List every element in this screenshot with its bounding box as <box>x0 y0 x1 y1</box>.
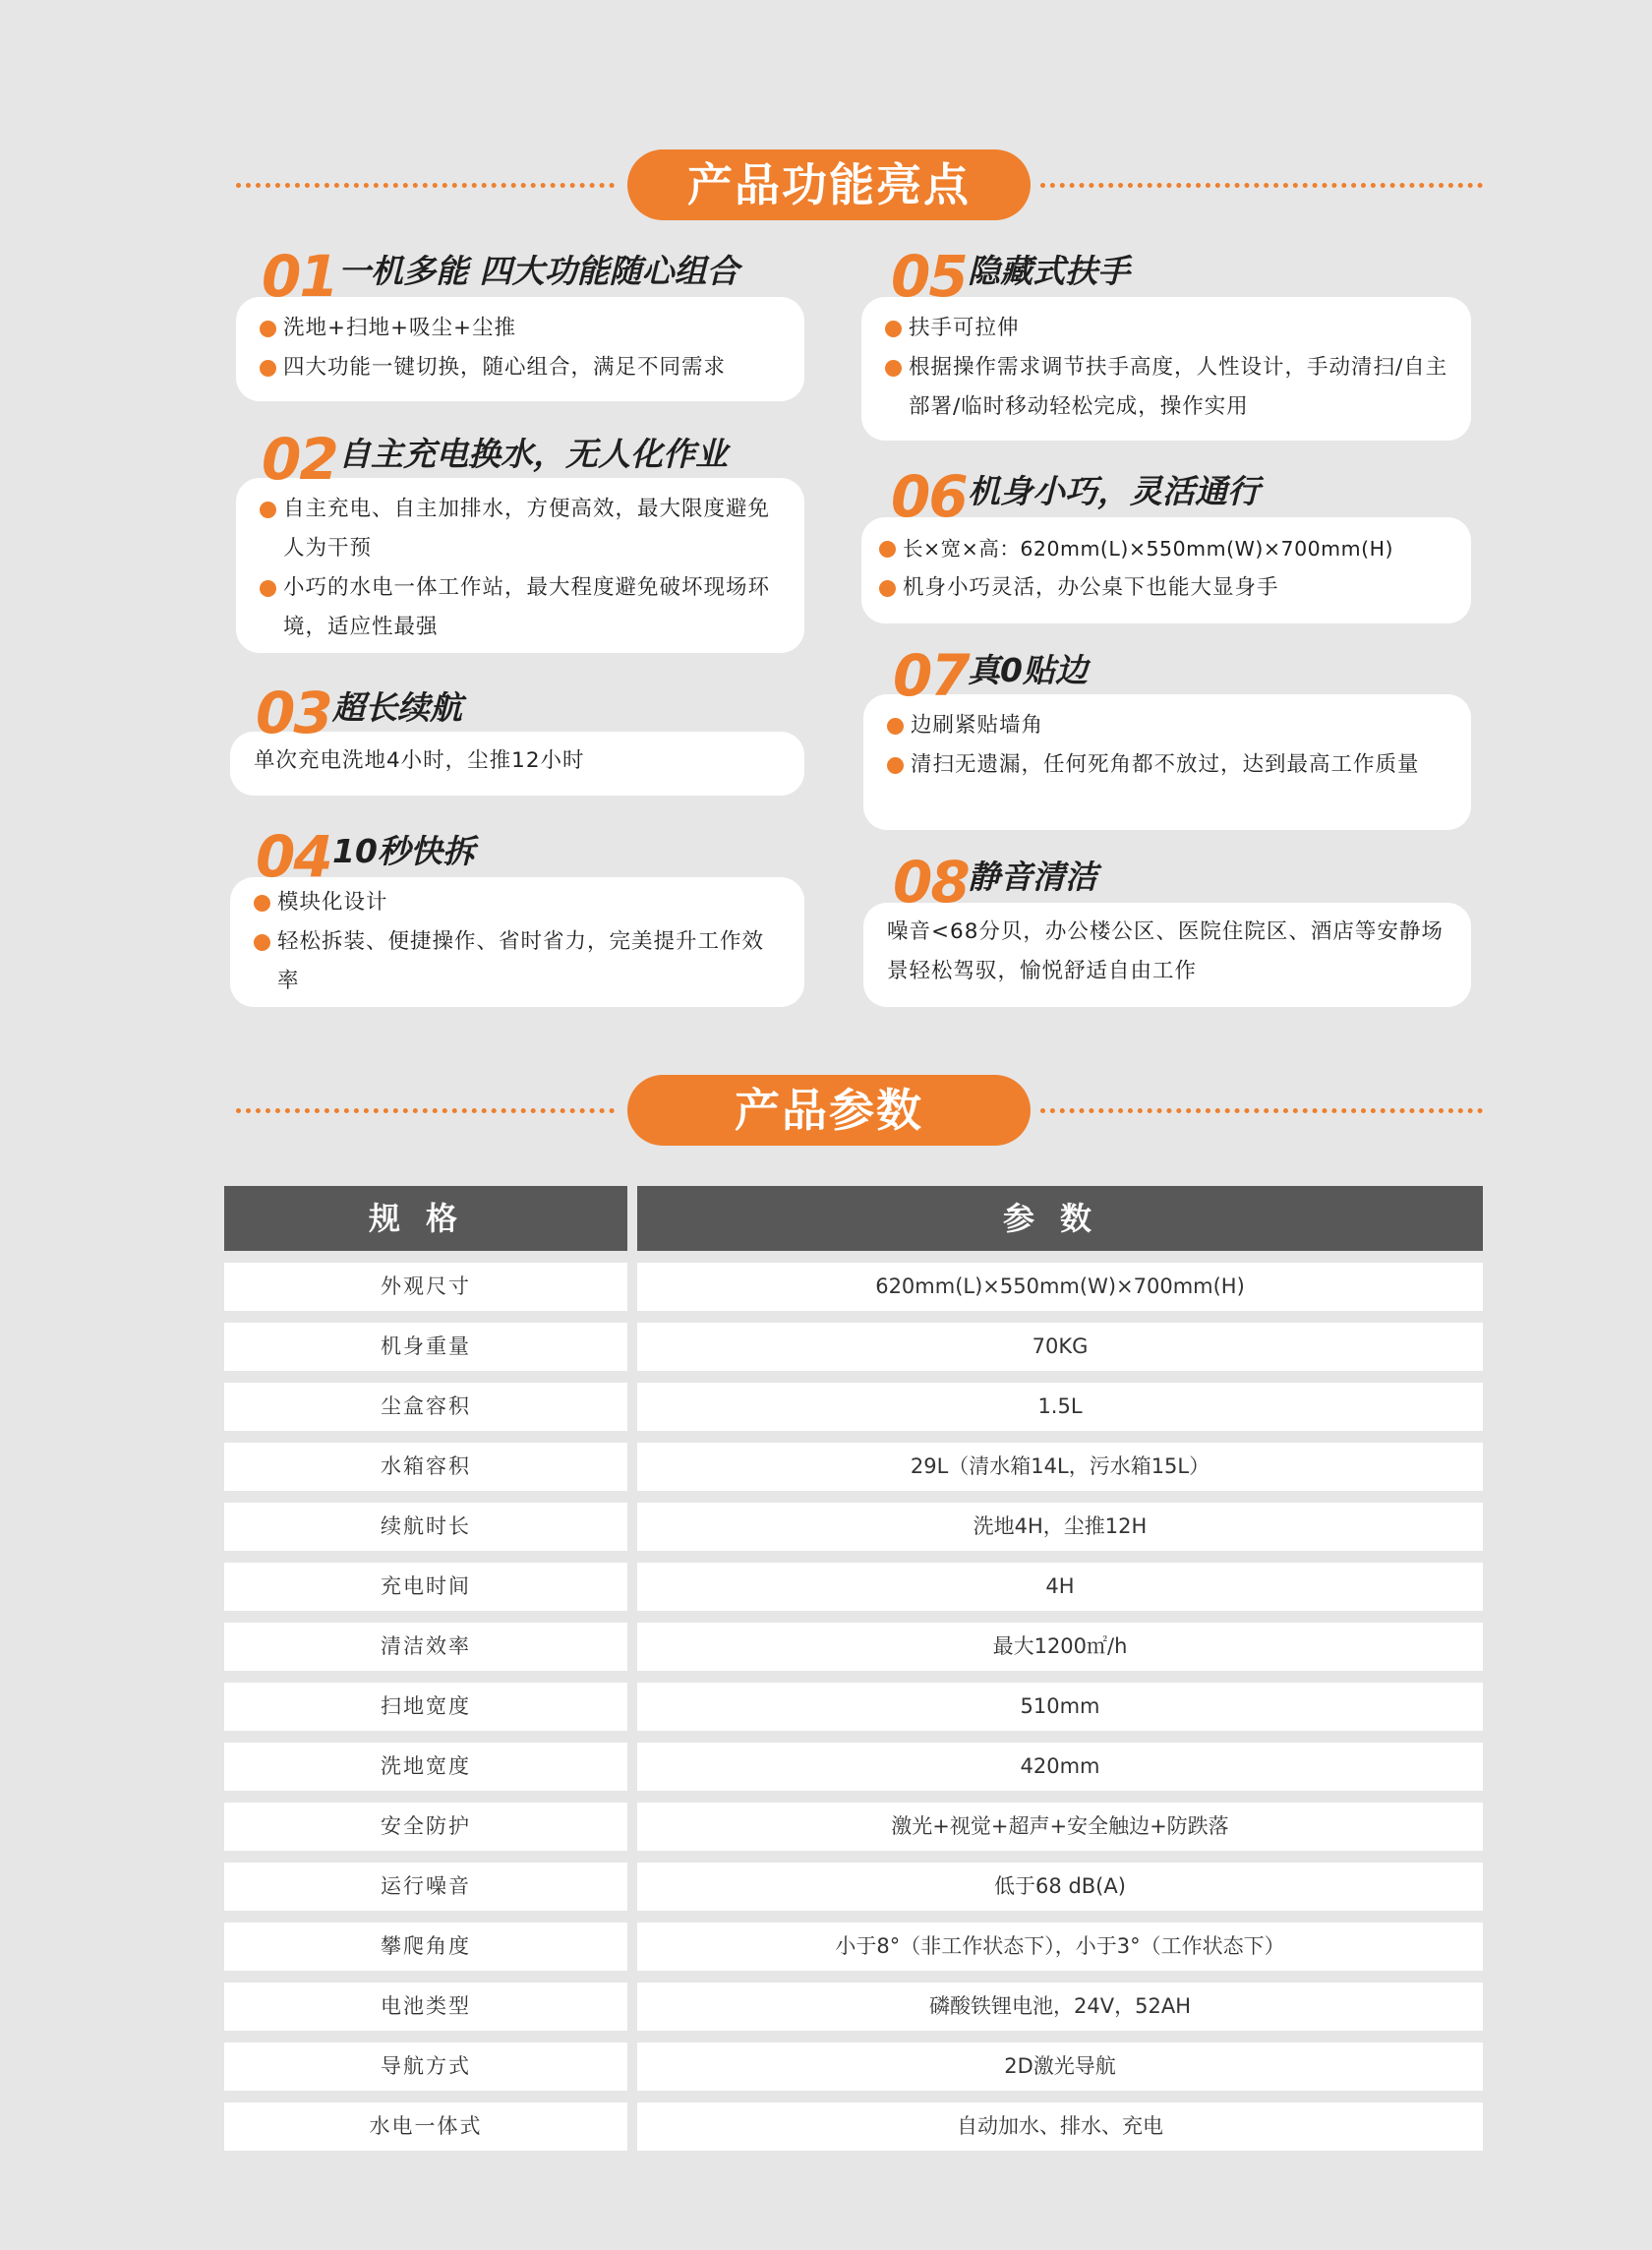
feature-bullet: 根据操作需求调节扶手高度，人性设计，手动清扫/自主部署/临时移动轻松完成，操作实用 <box>885 348 1449 427</box>
feature-bullet: 边刷紧贴墙角 <box>887 706 1449 745</box>
feature-title: 自主充电换水，无人化作业 <box>338 435 728 473</box>
feature-bullet: 清扫无遗漏，任何死角都不放过，达到最高工作质量 <box>887 745 1449 785</box>
spec-value: 4H <box>637 1563 1483 1611</box>
table-row <box>224 1383 1483 1431</box>
feature-number: 07 <box>893 642 969 709</box>
table-row <box>224 1923 1483 1971</box>
section-title: 产品参数 <box>627 1075 1031 1146</box>
spec-name: 电池类型 <box>224 1983 627 2031</box>
table-row <box>224 1263 1483 1311</box>
feature-08 <box>863 849 1471 1007</box>
feature-06 <box>861 463 1471 623</box>
feature-text: 噪音<68分贝，办公楼公区、医院住院区、酒店等安静场景轻松驾驭，愉悦舒适自由工作 <box>887 919 1444 983</box>
table-row <box>224 1623 1483 1671</box>
spec-value: 自动加水、排水、充电 <box>637 2102 1483 2151</box>
feature-title: 一机多能 四大功能随心组合 <box>338 252 739 290</box>
spec-name: 水箱容积 <box>224 1443 627 1491</box>
spec-name: 洗地宽度 <box>224 1743 627 1791</box>
dotted-divider-right <box>1040 183 1483 188</box>
feature-02 <box>236 426 804 655</box>
column-header-param: 参数 <box>637 1186 1483 1251</box>
spec-name: 水电一体式 <box>224 2102 627 2151</box>
spec-value: 2D激光导航 <box>637 2043 1483 2091</box>
feature-title: 真0贴边 <box>968 651 1088 689</box>
spec-value: 洗地4H，尘推12H <box>637 1503 1483 1551</box>
spec-value: 激光+视觉+超声+安全触边+防跌落 <box>637 1803 1483 1851</box>
spec-name: 续航时长 <box>224 1503 627 1551</box>
spec-name: 导航方式 <box>224 2043 627 2091</box>
spec-value: 磷酸铁锂电池，24V，52AH <box>637 1983 1483 2031</box>
feature-title: 机身小巧，灵活通行 <box>968 472 1260 510</box>
feature-04 <box>230 823 804 1008</box>
spec-value: 最大1200㎡/h <box>637 1623 1483 1671</box>
feature-card <box>863 694 1471 830</box>
table-row <box>224 1743 1483 1791</box>
feature-bullet: 机身小巧灵活，办公桌下也能大显身手 <box>879 568 1465 608</box>
spec-name: 安全防护 <box>224 1803 627 1851</box>
spec-value: 70KG <box>637 1323 1483 1371</box>
table-row <box>224 2043 1483 2091</box>
feature-title: 超长续航 <box>332 688 462 727</box>
spec-table <box>224 1186 1483 2162</box>
feature-card <box>863 903 1471 1007</box>
dotted-divider-left <box>236 183 615 188</box>
spec-value: 510mm <box>637 1683 1483 1731</box>
feature-card <box>236 297 804 401</box>
feature-number: 04 <box>256 823 331 890</box>
spec-name: 外观尺寸 <box>224 1263 627 1311</box>
feature-title: 静音清洁 <box>968 858 1097 896</box>
feature-01 <box>236 243 804 403</box>
table-row <box>224 1443 1483 1491</box>
table-header <box>224 1186 1483 1251</box>
feature-bullet: 洗地+扫地+吸尘+尘推 <box>260 309 783 348</box>
spec-value: 小于8°（非工作状态下），小于3°（工作状态下） <box>637 1923 1483 1971</box>
spec-name: 清洁效率 <box>224 1623 627 1671</box>
feature-number: 06 <box>891 463 967 530</box>
spec-value: 低于68 dB(A) <box>637 1863 1483 1911</box>
feature-bullet: 轻松拆装、便捷操作、省时省力，完美提升工作效率 <box>254 922 783 1001</box>
feature-05 <box>861 243 1471 443</box>
feature-number: 03 <box>256 680 331 746</box>
spec-name: 尘盒容积 <box>224 1383 627 1431</box>
feature-text: 单次充电洗地4小时，尘推12小时 <box>254 748 585 773</box>
feature-card <box>861 517 1471 623</box>
section-header-features <box>0 149 1652 220</box>
feature-bullet: 长×宽×高：620mm(L)×550mm(W)×700mm(H) <box>879 529 1465 568</box>
table-row <box>224 1503 1483 1551</box>
feature-card <box>236 478 804 653</box>
table-row <box>224 1563 1483 1611</box>
feature-bullet: 自主充电、自主加排水，方便高效，最大限度避免人为干预 <box>260 490 783 568</box>
feature-number: 02 <box>262 426 337 493</box>
table-row <box>224 1863 1483 1911</box>
section-header-specs <box>0 1075 1652 1146</box>
feature-bullet: 四大功能一键切换，随心组合，满足不同需求 <box>260 348 783 387</box>
feature-card <box>230 877 804 1007</box>
feature-bullet: 扶手可拉伸 <box>885 309 1449 348</box>
feature-number: 05 <box>891 243 967 310</box>
feature-03 <box>230 682 804 796</box>
feature-number: 08 <box>893 849 969 916</box>
table-row <box>224 1323 1483 1371</box>
spec-name: 扫地宽度 <box>224 1683 627 1731</box>
feature-bullet: 小巧的水电一体工作站，最大程度避免破坏现场环境，适应性最强 <box>260 568 783 647</box>
section-title: 产品功能亮点 <box>627 149 1031 220</box>
table-row <box>224 2102 1483 2151</box>
feature-card <box>861 297 1471 441</box>
spec-name: 攀爬角度 <box>224 1923 627 1971</box>
table-row <box>224 1983 1483 2031</box>
feature-bullet: 模块化设计 <box>254 883 783 922</box>
spec-value: 29L（清水箱14L，污水箱15L） <box>637 1443 1483 1491</box>
spec-value: 420mm <box>637 1743 1483 1791</box>
dotted-divider-left <box>236 1108 615 1113</box>
table-row <box>224 1803 1483 1851</box>
spec-name: 运行噪音 <box>224 1863 627 1911</box>
spec-value: 1.5L <box>637 1383 1483 1431</box>
spec-value: 620mm(L)×550mm(W)×700mm(H) <box>637 1263 1483 1311</box>
feature-number: 01 <box>262 243 337 310</box>
feature-title: 10秒快拆 <box>332 832 475 870</box>
spec-name: 机身重量 <box>224 1323 627 1371</box>
spec-name: 充电时间 <box>224 1563 627 1611</box>
dotted-divider-right <box>1040 1108 1483 1113</box>
column-header-spec: 规格 <box>224 1186 627 1251</box>
table-row <box>224 1683 1483 1731</box>
feature-title: 隐藏式扶手 <box>968 252 1130 290</box>
feature-07 <box>863 642 1471 832</box>
